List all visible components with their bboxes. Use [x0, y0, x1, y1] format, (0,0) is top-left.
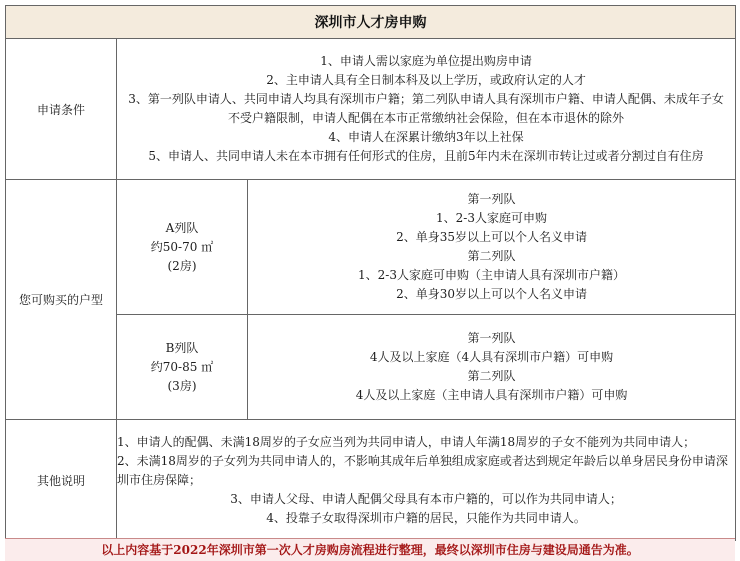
unit-group-a-row [6, 180, 736, 315]
group-b-info [117, 315, 248, 420]
rule-line: 第一列队 [467, 331, 516, 345]
rule-line: 4人及以上家庭（主申请人具有深圳市户籍）可申购 [355, 388, 628, 402]
rule-line: 1、2-3人家庭可申购（主申请人具有深圳市户籍） [358, 268, 625, 282]
condition-line: 5、申请人、共同申请人未在本市拥有任何形式的住房，且前5年内未在深圳市转让过或者分割过自有住房 [148, 149, 704, 163]
rule-line: 第二列队 [467, 249, 516, 263]
note-line: 2、未满18周岁的子女列为共同申请人的，不影响其成年后单独组成家庭或者达到规定年龄后以单身居民身份申请深圳市住房保障； [117, 453, 728, 487]
note-line: 4、投靠子女取得深圳市户籍的居民，只能作为共同申请人。 [266, 510, 586, 525]
notes-content [117, 420, 736, 541]
title-row [6, 6, 736, 39]
group-a-rooms: (2房) [167, 258, 197, 273]
rule-line: 1、2-3人家庭可申购 [436, 211, 547, 225]
group-b-area: 约70-85 ㎡ [150, 359, 214, 374]
housing-table [5, 5, 736, 541]
rule-line: 4人及以上家庭（4人具有深圳市户籍）可申购 [369, 350, 614, 364]
conditions-content [117, 39, 736, 180]
group-a-rules [248, 180, 736, 315]
condition-line: 2、主申请人具有全日制本科及以上学历，或政府认定的人才 [266, 73, 586, 87]
group-a-area: 约50-70 ㎡ [150, 239, 214, 254]
note-line: 1、申请人的配偶、未满18周岁的子女应当列为共同申请人，申请人年满18周岁的子女不能列为共同申请人； [117, 434, 696, 449]
group-b-rules [248, 315, 736, 420]
conditions-label: 申请条件 [6, 39, 117, 180]
group-b-rooms: (3房) [167, 378, 197, 393]
condition-line: 1、申请人需以家庭为单位提出购房申请 [320, 54, 532, 68]
condition-line: 4、申请人在深累计缴纳3年以上社保 [328, 130, 524, 144]
unit-types-label: 您可购买的户型 [6, 180, 117, 420]
rule-line: 第一列队 [467, 192, 516, 206]
group-a-info [117, 180, 248, 315]
note-line: 3、申请人父母、申请人配偶父母具有本市户籍的，可以作为共同申请人； [230, 491, 622, 506]
footer-note: 以上内容基于2022年深圳市第一次人才房购房流程进行整理，最终以深圳市住房与建设局通告为准。 [5, 538, 735, 561]
rule-line: 2、单身35岁以上可以个人名义申请 [396, 230, 587, 244]
rule-line: 第二列队 [467, 369, 516, 383]
table-title: 深圳市人才房申购 [6, 6, 736, 39]
group-a-name: A列队 [165, 220, 199, 235]
conditions-row [6, 39, 736, 180]
notes-label: 其他说明 [6, 420, 117, 541]
notes-row [6, 420, 736, 541]
condition-line: 3、第一列队申请人、共同申请人均具有深圳市户籍；第二列队申请人具有深圳市户籍、申请人配偶、未成年子女不受户籍限制，申请人配偶在本市正常缴纳社会保险，但在本市退休的除外 [128, 92, 724, 125]
group-b-name: B列队 [165, 340, 199, 355]
rule-line: 2、单身30岁以上可以个人名义申请 [396, 287, 587, 301]
